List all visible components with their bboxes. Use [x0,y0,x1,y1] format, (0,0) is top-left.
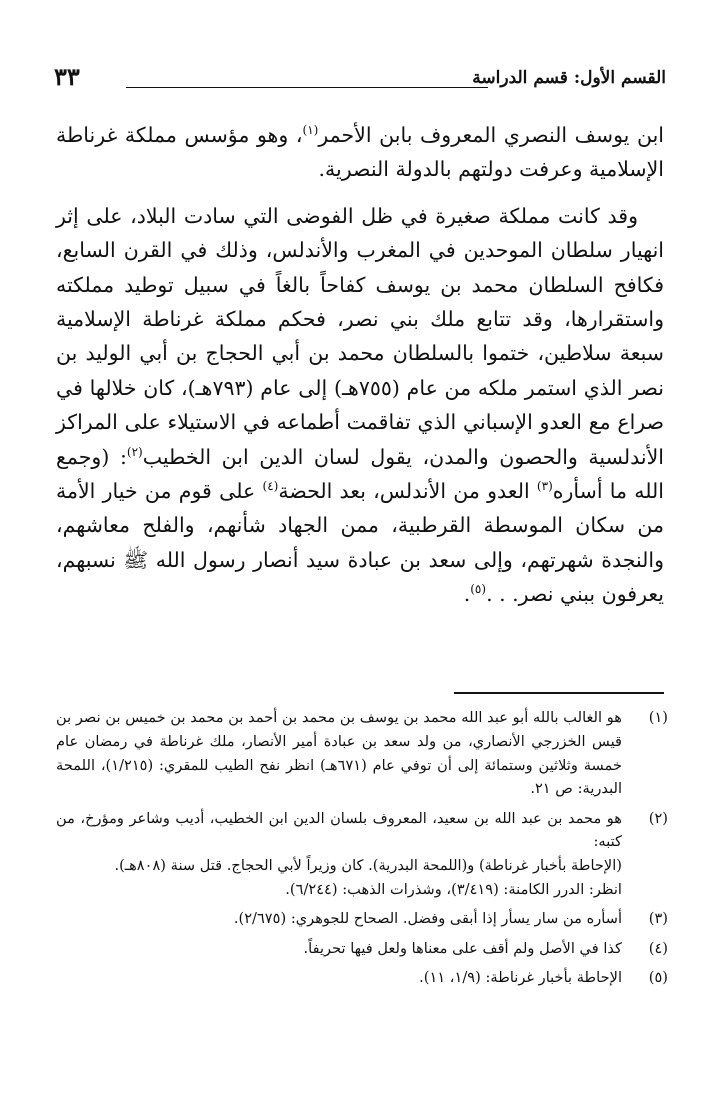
footnote-text: هو الغالب بالله أبو عبد الله محمد بن يوسف بن محمد بن أحمد بن محمد بن خميس بن نصر بن قيس الخزرجي الأنصاري، من ولد سعد بن عبادة أمير الأنصار، ملك غرناطة في رمضان عام خمسة وثلاثين وستمائة إلى أن توفي عام (٦٧١هـ) انظر نفح الطيب للمقري: (١/٢١٥)، اللمحة البدرية: ص ٢١. [56,709,622,798]
footnote [56,937,668,961]
body-text-run: العدو من الأندلس، بعد الحضة [278,479,537,504]
footnote-reference: (٣) [536,479,553,494]
footnote-text: انظر: الدرر الكامنة: (٣/٤١٩)، وشذرات الذهب: (٦/٢٤٤). [285,881,622,899]
footnotes [56,706,668,995]
footnote-number: (١) [648,709,668,726]
page-header [54,62,666,102]
body-text-run: . [463,582,471,607]
footnote-reference: (٢) [126,444,143,459]
footnote [56,966,668,990]
footnote-number: (٢) [648,809,668,827]
footnote-separator [454,692,664,694]
footnote-number: (٥) [648,968,668,986]
footnote-text: أسأره من سار يسأر إذا أبقى وفضل. الصحاح للجوهري: (٢/٦٧٥). [233,910,622,928]
footnote-text: هو محمد بن عبد الله بن سعيد، المعروف بلسان الدين ابن الخطيب، أديب وشاعر ومؤرخ، من كتبه: [56,809,622,851]
header-rule [126,87,488,88]
body-text-run: ابن يوسف النصري المعروف بابن الأحمر [318,123,665,147]
body-text-run: على قوم من خيار الأمة من سكان الموسطة القرطبية، ممن الجهاد شأنهم، والفلح معاشهم، والنجدة شهرتهم، وإلى سعد بن عبادة سيد أنصار رسول الله ﷺ نسبهم، يعرفون ببني نصر. . . [56,479,664,607]
footnote-text: الإحاطة بأخبار غرناطة: (١/٩، ١١). [419,968,622,986]
footnote-text: (الإحاطة بأخبار غرناطة) و(اللمحة البدرية). كان وزيراً لأبي الحجاج. قتل سنة (٨٠٨هـ). [114,857,622,875]
footnote-reference: (٥) [470,582,487,597]
body-text-run: وقد كانت مملكة صغيرة في ظل الفوضى التي سادت البلاد، على إثر انهيار سلطان الموحدين في المغرب والأندلس، وذلك في القرن السابع، فكافح السلطان محمد بن يوسف كفاحاً بالغاً في سبيل توطيد مملكته واستقرارها، وقد تتابع ملك بني نصر، فحكم مملكة غرناطة الإسلامية سبعة سلاطين، ختموا بالسلطان محمد بن أبي الحجاج بن أبي الوليد بن نصر الذي استمر ملكه من عام (٧٥٥هـ) إلى عام (٧٩٣هـ)، كان خلالها في صراع مع العدو الإسباني الذي تفاقمت أطماعه في الاستيلاء على المراكز الأندلسية والحصون والمدن، يقول لسان الدين ابن الخطيب [56,203,664,469]
footnote-reference: (٤) [262,479,279,494]
running-title: القسم الأول: قسم الدراسة [472,68,666,88]
page-number: ٣٣ [54,62,80,91]
footnote-number: (٤) [648,939,668,957]
body-paragraph [56,118,664,187]
footnote-number: (٣) [648,910,668,928]
body-text-run: : (وجمع الله ما أسأره [56,444,664,504]
footnote [56,706,668,801]
footnote [56,807,668,902]
main-text [56,118,664,612]
footnote [56,907,668,931]
footnote-reference: (١) [302,123,319,138]
body-text-run: ، وهو مؤسس مملكة غرناطة الإسلامية وعرفت دولتهم بالدولة النصرية. [56,123,664,182]
body-paragraph [56,199,664,612]
footnote-text: كذا في الأصل ولم أقف على معناها ولعل فيها تحريفاً. [303,939,622,957]
